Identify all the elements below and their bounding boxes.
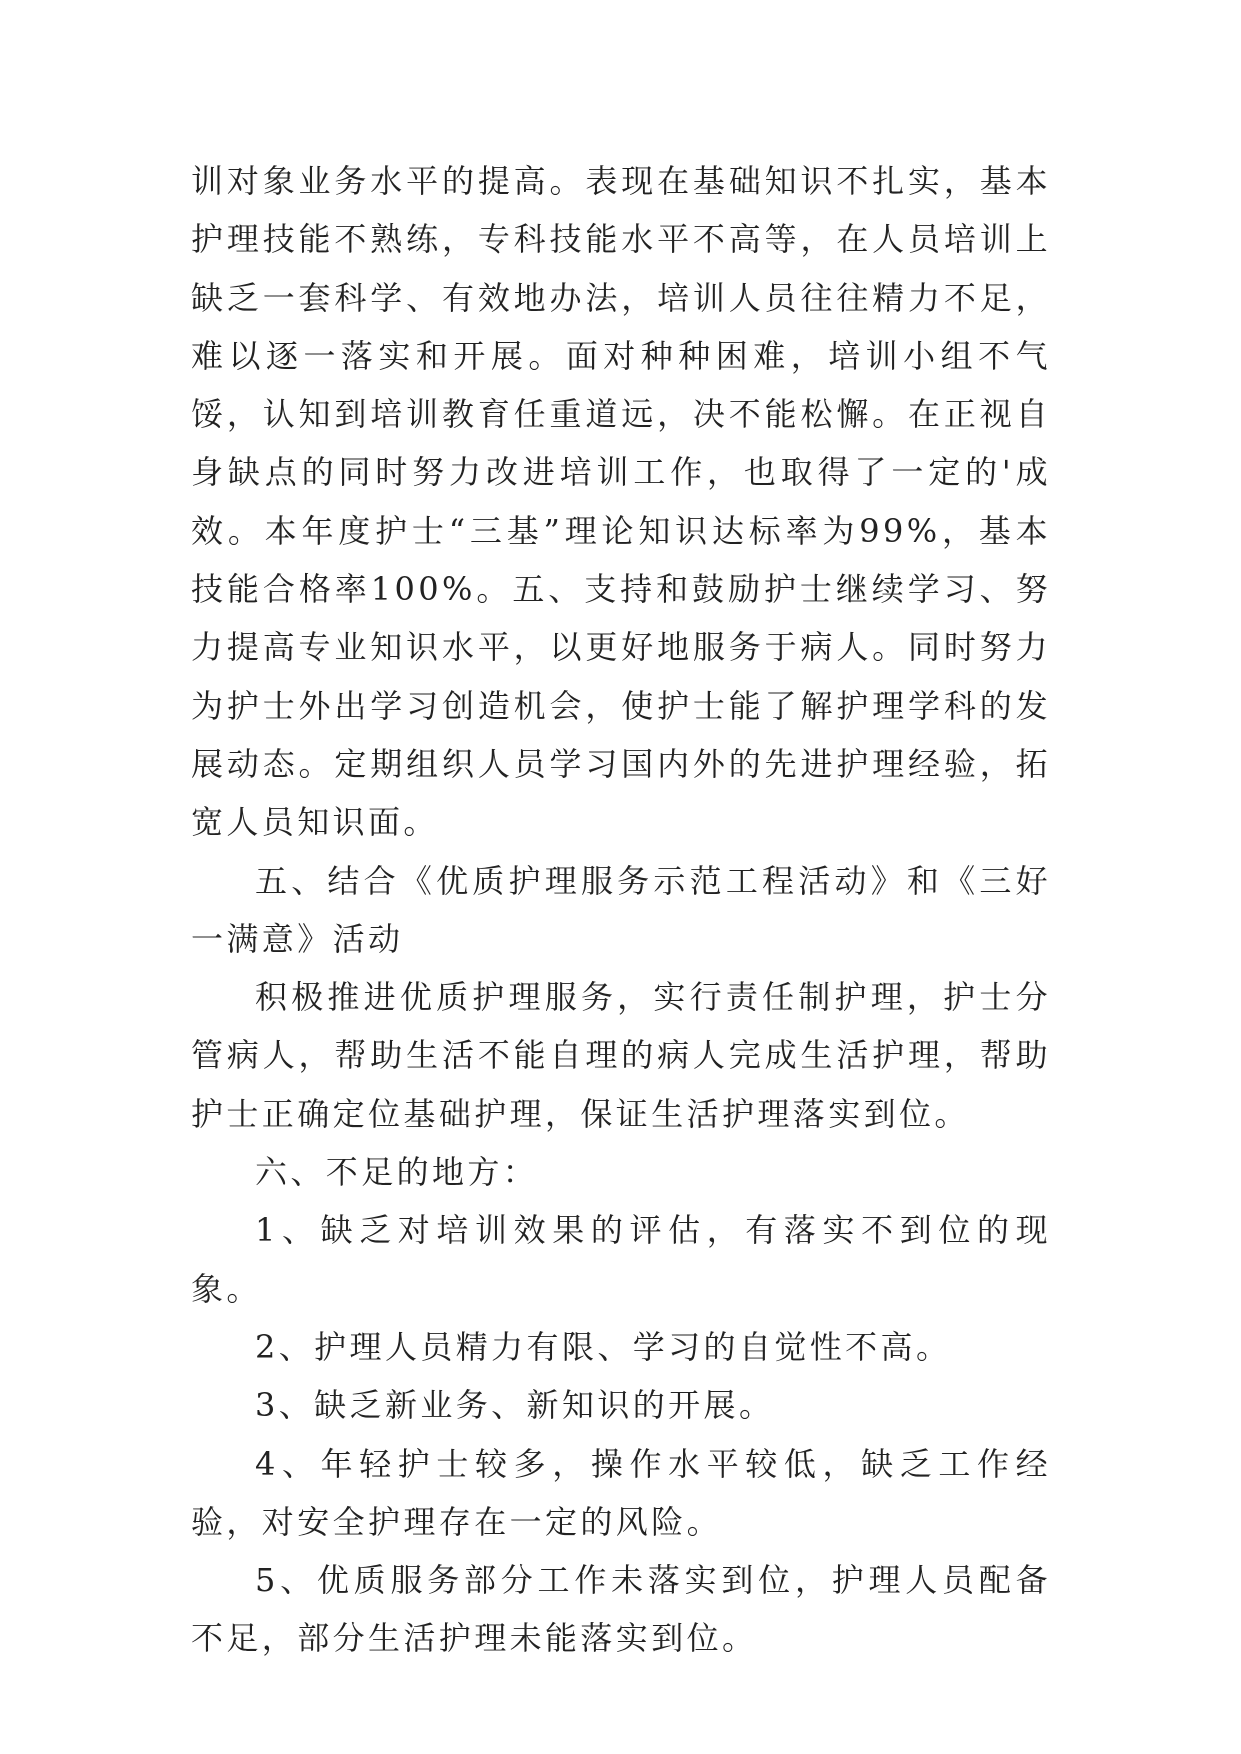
list-item-shortcoming-2: 2、护理人员精力有限、学习的自觉性不高。 (255, 1327, 952, 1366)
paragraph-quality-service: 积极推进优质护理服务，实行责任制护理，护士分管病人，帮助生活不能自理的病人完成生活护理，帮助护士正确定位基础护理，保证生活护理落实到位。 (191, 978, 1051, 1133)
list-item-shortcoming-4: 4、年轻护士较多，操作水平较低，缺乏工作经验，对安全护理存在一定的风险。 (191, 1444, 1051, 1541)
document-body (191, 152, 1051, 1668)
paragraph-training-summary: 训对象业务水平的提高。表现在基础知识不扎实，基本护理技能不熟练，专科技能水平不高等，在人员培训上缺乏一套科学、有效地办法，培训人员往往精力不足，难以逐一落实和开展。面对种种困难，培训小组不气馁，认知到培训教育任重道远，决不能松懈。在正视自身缺点的同时努力改进培训工作，也取得了一定的'成效。本年度护士“三基”理论知识达标率为99%，基本技能合格率100%。五、支持和鼓励护士继续学习、努力提高专业知识水平，以更好地服务于病人。同时努力为护士外出学习创造机会，使护士能了解护理学科的发展动态。定期组织人员学习国内外的先进护理经验，拓宽人员知识面。 (191, 162, 1051, 842)
list-item-shortcoming-3: 3、缺乏新业务、新知识的开展。 (255, 1386, 775, 1425)
list-item-shortcoming-5: 5、优质服务部分工作未落实到位，护理人员配备不足，部分生活护理未能落实到位。 (191, 1561, 1051, 1658)
heading-section-six: 六、不足的地方： (255, 1153, 539, 1192)
list-item-shortcoming-1: 1、缺乏对培训效果的评估，有落实不到位的现象。 (191, 1211, 1051, 1308)
heading-section-five: 五、结合《优质护理服务示范工程活动》和《三好一满意》活动 (191, 861, 1051, 958)
